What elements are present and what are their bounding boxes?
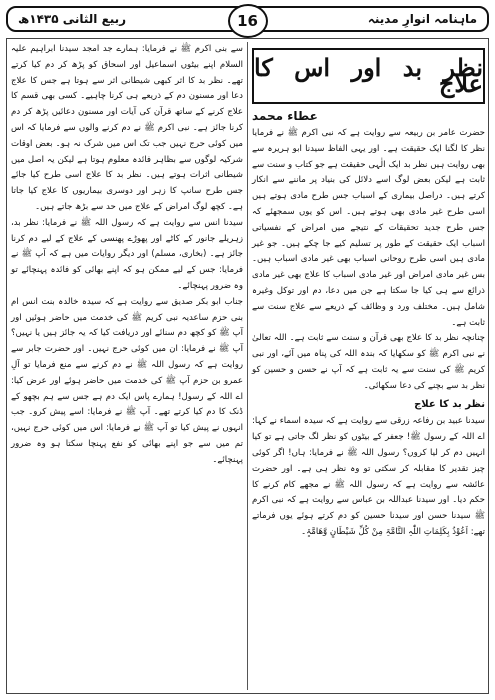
column-divider xyxy=(247,42,248,690)
left-paragraph-3: جناب ابو بکر صدیق سے روایت ہے کہ سیدہ خالدہ بنت انس ام بنی حزم ساعدیہ نبی کریم ﷺ کی خدمت میں حاضر ہوئیں اور آپ ﷺ کو کچھ دم سنائے اور دریافت کیا کہ یہ جائز ہیں یا نہیں؟ آپ ﷺ نے فرمایا: ان میں کوئی حرج نہیں۔ اور حضرت جابر سے روایت ہے کہ رسول اللہ ﷺ نے دم کرنے سے منع فرمایا تو آلِ عمرو بن حزم آپ ﷺ کی خدمت میں حاضر ہوئے اور عرض کیا: اے اللہ کے رسول! ہمارے پاس ایک دم ہے جس سے ہم بچھو کے ڈنک کا دم کیا کرتے تھے۔ آپ ﷺ نے فرمایا: اسے پیش کرو۔ جب انہوں نے پیش کیا تو آپ ﷺ نے فرمایا: اس میں کوئی حرج نہیں، تم میں سے جو اپنے بھائی کو نفع پہنچا سکتا ہو وہ ضرور پہنچائے۔ xyxy=(11,296,243,465)
right-paragraph-1: حضرت عامر بن ربیعہ سے روایت ہے کہ نبی اکرم ﷺ نے فرمایا نظر کا لگنا ایک حقیقت ہے۔ اور یہی الفاظ سیدنا ابو ہریرہ سے بھی روایت ہیں نظر بد ایک الٰہی حقیقت ہے جو کتاب و سنت سے ثابت ہے لیکن بعض لوگ اسے دلائل کی بنیاد پر ماننے سے انکار کرتے ہیں۔ دراصل بیماری کے اسباب جس طرح مادی ہوتے ہیں اسی طرح غیر مادی بھی ہوتے ہیں۔ اس کو یوں سمجھئے کہ جس طرح جدید تحقیقات کے نتیجے میں امراض کے نفسیاتی اسباب ایک حقیقت کے طور پر تسلیم کیے جا چکے ہیں۔ جو غیر مادی ہیں اسی طرح روحانی اسباب بھی غیر مادی اسباب ہیں۔ بس غیر مادی امراض اور غیر مادی اسباب کا علاج بھی غیر مادی ذرائع سے ہی کیا جا سکتا ہے جن میں دعا، دم اور توکل وغیرہ شامل ہیں۔ مختلف ورد و وظائف کے ذریعے سے علاج سنت سے ثابت ہے۔ xyxy=(252,128,485,328)
right-column xyxy=(252,42,485,541)
article-author: عطاء محمد xyxy=(252,109,318,123)
page-header xyxy=(6,6,489,32)
section-heading: نظر بد کا علاج xyxy=(414,398,485,410)
left-paragraph-1: سے بنی اکرم ﷺ نے فرمایا: ہمارے جد امجد سیدنا ابراہیم علیہ السلام اپنے بیٹوں اسماعیل اور اسحاق کو پڑھ کر دم کیا کرتے تھے۔ نظر بد کا اثر کبھی شیطانی اثر سے ہوتا ہے جس کا علاج دعا اور مسنون دم کے ذریعے ہی کرنا چاہیے۔ کسی بھی قسم کا علاج کرنے کے ساتھ قرآن کی آیات اور مسنون دعائیں پڑھ کر دم کرنا جائز ہے۔ نبی اکرم ﷺ نے دم کرنے والوں سے فرمایا کہ اس میں کوئی حرج نہیں جب تک اس میں شرک نہ ہو۔ بعض اوقات شرکیہ لوگوں سے بظاہر فائدہ معلوم ہوتا ہے لیکن یہ اصل میں شیطانی اثرات ہوتے ہیں۔ نظر بد کا علاج اسی طرح کیا جائے جس طرح سانپ کا زہر اور دوسری بیماریوں کا علاج کیا جاتا ہے۔ کچھ لوگ امراض کے علاج میں حد سے بڑھ جاتے ہیں۔ xyxy=(11,44,243,212)
left-column xyxy=(11,42,243,469)
hijri-date: ربیع الثانی ۱۴۳۵ھ xyxy=(18,12,127,26)
page-number: 16 xyxy=(228,4,268,38)
article-title: نظر بد اور اس کا علاج xyxy=(252,48,485,104)
left-paragraph-2: سیدنا انس سے روایت ہے کہ رسول اللہ ﷺ نے فرمایا: نظر بد، زہریلے جانور کے کاٹے اور پھوڑے پھنسی کے علاج کے لیے دم کرنا جائز ہے۔ (بخاری، مسلم) اور دیگر روایات میں ہے کہ آپ ﷺ نے فرمایا: جس کے لیے ممکن ہو کہ اپنے بھائی کو فائدہ پہنچائے تو وہ ضرور پہنچائے۔ xyxy=(11,217,243,291)
right-paragraph-2: چنانچہ نظر بد کا علاج بھی قرآن و سنت سے ثابت ہے۔ اللہ تعالیٰ نے نبی اکرم ﷺ کو سکھایا کہ بندہ اللہ کی پناہ میں آئے، اور نبی کریم ﷺ کی سنت سے یہ ثابت ہے کہ آپ نے حسن و حسین کو نظر بد سے بچنے کی دعا سکھائی۔ xyxy=(252,333,485,391)
right-paragraph-3: سیدنا عبید بن رفاعہ زرقی سے روایت ہے کہ سیدہ اسماء نے کہا: اے اللہ کے رسول ﷺ! جعفر کے بیٹوں کو نظر لگ جاتی ہے تو کیا انہیں دم کر لیا کروں؟ رسول اللہ ﷺ نے فرمایا: ہاں! اگر کوئی چیز تقدیر کا مقابلہ کر سکتی تو وہ نظر ہی ہے۔ اور حضرت عائشہ سے روایت ہے کہ رسول اللہ ﷺ نے مجھے کام کرنے کا حکم دیا۔ اور سیدنا عبداللہ بن عباس سے روایت ہے کہ نبی اکرم ﷺ سیدنا حسن اور سیدنا حسین کو دم کرتے ہوئے یوں فرماتے تھے: اَعُوْذُ بِکَلِمَاتِ اللّٰہِ التَّامَّۃِ مِنْ کُلِّ شَیْطَانٍ وَّھَامَّۃٍ۔ xyxy=(252,416,485,537)
journal-name: ماہنامہ انوارِ مدینہ xyxy=(367,12,477,26)
